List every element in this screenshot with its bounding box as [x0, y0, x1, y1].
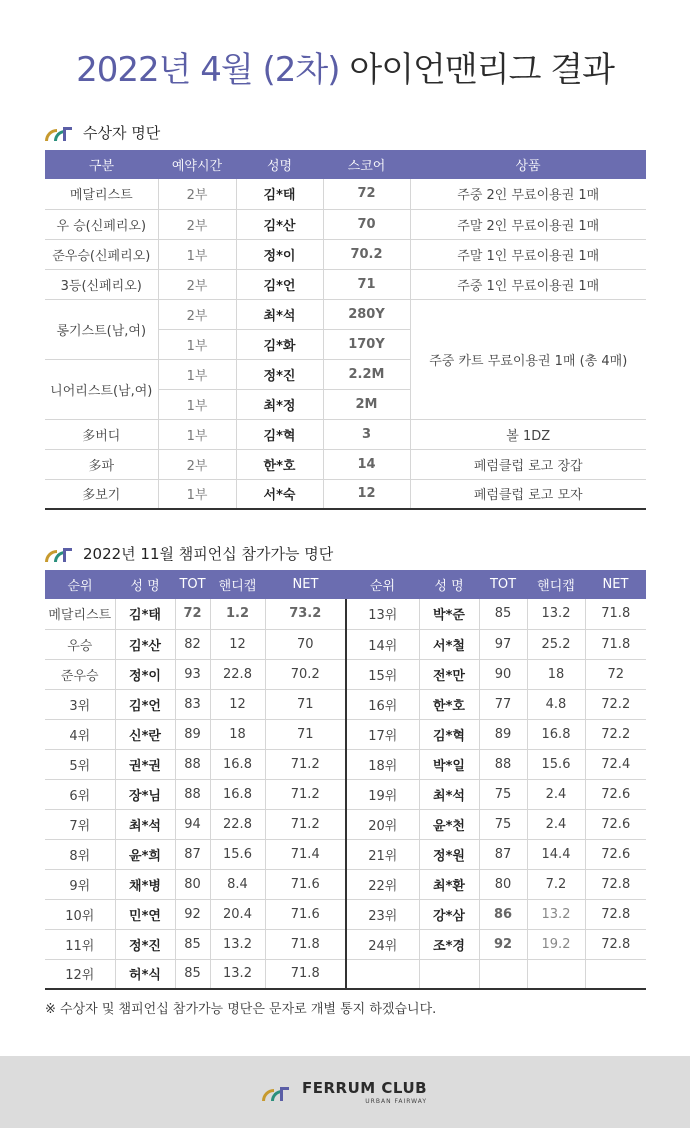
cell-name: 채*병: [115, 869, 175, 899]
cell-name: 서*숙: [236, 479, 323, 509]
cell-handicap: 14.4: [527, 839, 585, 869]
cell-category: 우 승(신페리오): [45, 209, 158, 239]
cell-name: 정*진: [236, 359, 323, 389]
cell-rank: 15위: [346, 659, 419, 689]
cell-tot: 75: [479, 779, 527, 809]
cell-net: 71.6: [265, 899, 346, 929]
cell-name: 최*석: [236, 299, 323, 329]
awards-row: [45, 449, 646, 479]
col-header: 순위: [45, 570, 115, 599]
cell-net: 71.2: [265, 809, 346, 839]
cell-net: 72: [585, 659, 646, 689]
cell-net: 72.4: [585, 749, 646, 779]
cell-prize: 볼 1DZ: [410, 419, 646, 449]
cell-name: 신*란: [115, 719, 175, 749]
col-header: 상품: [410, 150, 646, 179]
cell-tot: 80: [479, 869, 527, 899]
cell-tot: 82: [175, 629, 210, 659]
cell-net: 72.8: [585, 899, 646, 929]
cell-tot: 92: [479, 929, 527, 959]
champ-row: [45, 809, 646, 839]
cell-net: 71.8: [265, 929, 346, 959]
cell-rank: 14위: [346, 629, 419, 659]
cell-handicap: 25.2: [527, 629, 585, 659]
cell-rank: 19위: [346, 779, 419, 809]
champ-heading: [45, 543, 333, 564]
cell-handicap: 8.4: [210, 869, 265, 899]
cell-name: 윤*희: [115, 839, 175, 869]
cell-name: 김*언: [115, 689, 175, 719]
cell-rank: [346, 959, 419, 989]
footnote: ※ 수상자 및 챔피언십 참가가능 명단은 문자로 개별 통지 하겠습니다.: [45, 1002, 437, 1017]
cell-handicap: 13.2: [527, 899, 585, 929]
cell-name: 허*식: [115, 959, 175, 989]
cell-time: 1부: [158, 359, 236, 389]
awards-table: [45, 150, 646, 510]
champ-row: [45, 899, 646, 929]
cell-rank: 3위: [45, 689, 115, 719]
brand-name: FERRUM CLUB: [302, 1079, 428, 1097]
cell-rank: 16위: [346, 689, 419, 719]
cell-rank: 9위: [45, 869, 115, 899]
cell-name: 김*화: [236, 329, 323, 359]
cell-handicap: 22.8: [210, 809, 265, 839]
col-header: 성 명: [115, 570, 175, 599]
cell-net: 71.2: [265, 749, 346, 779]
col-header: 성명: [236, 150, 323, 179]
cell-handicap: 12: [210, 629, 265, 659]
brand-tagline: URBAN FAIRWAY: [365, 1098, 428, 1105]
cell-handicap: 18: [210, 719, 265, 749]
cell-name: 장*님: [115, 779, 175, 809]
cell-prize: 주중 2인 무료이용권 1매: [410, 179, 646, 209]
cell-prize: 페럼클럽 로고 장갑: [410, 449, 646, 479]
cell-rank: 10위: [45, 899, 115, 929]
cell-handicap: 22.8: [210, 659, 265, 689]
cell-rank: 우승: [45, 629, 115, 659]
cell-time: 2부: [158, 179, 236, 209]
cell-tot: 87: [175, 839, 210, 869]
cell-prize: 주말 2인 무료이용권 1매: [410, 209, 646, 239]
cell-prize: 주중 카트 무료이용권 1매 (총 4매): [410, 299, 646, 419]
cell-net: 71.8: [585, 629, 646, 659]
cell-name: 최*석: [419, 779, 479, 809]
cell-name: 강*삼: [419, 899, 479, 929]
cell-handicap: 13.2: [210, 959, 265, 989]
cell-handicap: 16.8: [210, 749, 265, 779]
awards-row: [45, 269, 646, 299]
cell-net: 70.2: [265, 659, 346, 689]
cell-rank: 21위: [346, 839, 419, 869]
awards-row: [45, 179, 646, 209]
footer: [0, 1056, 690, 1128]
cell-net: 72.6: [585, 779, 646, 809]
cell-time: 2부: [158, 449, 236, 479]
cell-time: 1부: [158, 239, 236, 269]
cell-tot: 85: [175, 929, 210, 959]
cell-name: 박*준: [419, 599, 479, 629]
col-header: NET: [585, 570, 646, 599]
cell-net: 72.2: [585, 689, 646, 719]
cell-handicap: 1.2: [210, 599, 265, 629]
cell-name: 조*경: [419, 929, 479, 959]
cell-score: 170Y: [323, 329, 410, 359]
col-header: 예약시간: [158, 150, 236, 179]
cell-handicap: 16.8: [210, 779, 265, 809]
awards-heading-text: 수상자 명단: [83, 124, 161, 142]
cell-score: 72: [323, 179, 410, 209]
cell-name: 김*태: [115, 599, 175, 629]
cell-time: 2부: [158, 269, 236, 299]
cell-name: 한*호: [419, 689, 479, 719]
cell-tot: 90: [479, 659, 527, 689]
awards-row: [45, 239, 646, 269]
cell-name: 최*석: [115, 809, 175, 839]
cell-category: 준우승(신페리오): [45, 239, 158, 269]
cell-handicap: 2.4: [527, 779, 585, 809]
cell-net: 72.2: [585, 719, 646, 749]
cell-time: 2부: [158, 299, 236, 329]
col-header: TOT: [175, 570, 210, 599]
cell-net: 73.2: [265, 599, 346, 629]
cell-category: 메달리스트: [45, 179, 158, 209]
cell-name: 서*철: [419, 629, 479, 659]
champ-heading-text: 2022년 11월 챔피언십 참가가능 명단: [83, 545, 334, 563]
footer-logo: [262, 1081, 427, 1105]
cell-score: 2M: [323, 389, 410, 419]
cell-tot: 87: [479, 839, 527, 869]
cell-time: 1부: [158, 419, 236, 449]
awards-header-row: [45, 150, 646, 179]
cell-tot: 77: [479, 689, 527, 719]
cell-name: 민*연: [115, 899, 175, 929]
cell-tot: 94: [175, 809, 210, 839]
cell-category: 多보기: [45, 479, 158, 509]
ferrum-logo-icon: [45, 546, 75, 562]
cell-name: 김*산: [115, 629, 175, 659]
cell-net: 71.8: [585, 599, 646, 629]
cell-net: 72.8: [585, 929, 646, 959]
page-title: [0, 42, 690, 91]
cell-net: 70: [265, 629, 346, 659]
champ-row: [45, 749, 646, 779]
cell-handicap: 7.2: [527, 869, 585, 899]
cell-score: 14: [323, 449, 410, 479]
championship-table: [45, 570, 646, 990]
cell-rank: 6위: [45, 779, 115, 809]
cell-score: 70: [323, 209, 410, 239]
champ-row: [45, 959, 646, 989]
champ-row: [45, 659, 646, 689]
cell-score: 280Y: [323, 299, 410, 329]
col-header: 구분: [45, 150, 158, 179]
cell-tot: [479, 959, 527, 989]
cell-name: 정*원: [419, 839, 479, 869]
champ-header-row: [45, 570, 646, 599]
cell-category: 롱기스트(남,여): [45, 299, 158, 359]
cell-rank: 준우승: [45, 659, 115, 689]
cell-name: 김*태: [236, 179, 323, 209]
cell-handicap: [527, 959, 585, 989]
awards-row: [45, 299, 646, 329]
cell-tot: 88: [175, 749, 210, 779]
cell-name: [419, 959, 479, 989]
cell-score: 70.2: [323, 239, 410, 269]
cell-tot: 93: [175, 659, 210, 689]
champ-row: [45, 839, 646, 869]
cell-handicap: 19.2: [527, 929, 585, 959]
col-header: 핸디캡: [527, 570, 585, 599]
cell-rank: 11위: [45, 929, 115, 959]
cell-net: 71.2: [265, 779, 346, 809]
cell-tot: 85: [175, 959, 210, 989]
cell-rank: 메달리스트: [45, 599, 115, 629]
cell-rank: 4위: [45, 719, 115, 749]
cell-prize: 페럼클럽 로고 모자: [410, 479, 646, 509]
cell-net: 72.6: [585, 809, 646, 839]
col-header: 성 명: [419, 570, 479, 599]
cell-tot: 89: [479, 719, 527, 749]
cell-tot: 80: [175, 869, 210, 899]
cell-name: 김*산: [236, 209, 323, 239]
cell-name: 최*정: [236, 389, 323, 419]
col-header: NET: [265, 570, 346, 599]
col-header: 스코어: [323, 150, 410, 179]
cell-name: 김*언: [236, 269, 323, 299]
cell-tot: 83: [175, 689, 210, 719]
awards-row: [45, 209, 646, 239]
cell-net: 71.8: [265, 959, 346, 989]
cell-score: 12: [323, 479, 410, 509]
cell-net: 71: [265, 719, 346, 749]
cell-name: 최*환: [419, 869, 479, 899]
champ-row: [45, 929, 646, 959]
champ-row: [45, 869, 646, 899]
brand: [302, 1081, 427, 1105]
champ-row: [45, 689, 646, 719]
cell-name: 정*이: [236, 239, 323, 269]
cell-name: 정*이: [115, 659, 175, 689]
cell-tot: 72: [175, 599, 210, 629]
cell-category: 多파: [45, 449, 158, 479]
cell-name: 김*혁: [419, 719, 479, 749]
cell-handicap: 15.6: [527, 749, 585, 779]
col-header: 핸디캡: [210, 570, 265, 599]
cell-rank: 23위: [346, 899, 419, 929]
cell-handicap: 18: [527, 659, 585, 689]
champ-row: [45, 599, 646, 629]
title-date: 2022년 4월 (2차): [76, 50, 340, 90]
cell-rank: 5위: [45, 749, 115, 779]
ferrum-logo-icon: [262, 1085, 292, 1101]
cell-handicap: 12: [210, 689, 265, 719]
cell-rank: 20위: [346, 809, 419, 839]
cell-handicap: 13.2: [527, 599, 585, 629]
cell-prize: 주말 1인 무료이용권 1매: [410, 239, 646, 269]
cell-time: 1부: [158, 329, 236, 359]
title-main: 아이언맨리그 결과: [349, 50, 614, 90]
cell-time: 1부: [158, 479, 236, 509]
awards-heading: [45, 122, 160, 143]
cell-name: 정*진: [115, 929, 175, 959]
cell-prize: 주중 1인 무료이용권 1매: [410, 269, 646, 299]
ferrum-logo-icon: [45, 125, 75, 141]
awards-row: [45, 479, 646, 509]
champ-row: [45, 719, 646, 749]
cell-net: 71: [265, 689, 346, 719]
col-header: TOT: [479, 570, 527, 599]
cell-rank: 8위: [45, 839, 115, 869]
cell-score: 3: [323, 419, 410, 449]
cell-handicap: 20.4: [210, 899, 265, 929]
cell-net: 71.4: [265, 839, 346, 869]
awards-row: [45, 419, 646, 449]
cell-tot: 89: [175, 719, 210, 749]
cell-tot: 97: [479, 629, 527, 659]
cell-name: 김*혁: [236, 419, 323, 449]
cell-tot: 85: [479, 599, 527, 629]
champ-row: [45, 779, 646, 809]
cell-tot: 88: [175, 779, 210, 809]
cell-score: 2.2M: [323, 359, 410, 389]
cell-rank: 24위: [346, 929, 419, 959]
cell-name: 윤*천: [419, 809, 479, 839]
cell-name: 한*호: [236, 449, 323, 479]
cell-time: 1부: [158, 389, 236, 419]
cell-name: 전*만: [419, 659, 479, 689]
cell-rank: 18위: [346, 749, 419, 779]
cell-name: 권*권: [115, 749, 175, 779]
cell-rank: 7위: [45, 809, 115, 839]
cell-time: 2부: [158, 209, 236, 239]
cell-tot: 86: [479, 899, 527, 929]
cell-category: 多버디: [45, 419, 158, 449]
cell-handicap: 16.8: [527, 719, 585, 749]
cell-rank: 22위: [346, 869, 419, 899]
cell-handicap: 2.4: [527, 809, 585, 839]
cell-net: [585, 959, 646, 989]
cell-category: 3등(신페리오): [45, 269, 158, 299]
cell-handicap: 15.6: [210, 839, 265, 869]
cell-category: 니어리스트(남,여): [45, 359, 158, 419]
cell-score: 71: [323, 269, 410, 299]
col-header: 순위: [346, 570, 419, 599]
cell-tot: 88: [479, 749, 527, 779]
cell-rank: 17위: [346, 719, 419, 749]
cell-net: 72.6: [585, 839, 646, 869]
cell-rank: 12위: [45, 959, 115, 989]
cell-name: 박*일: [419, 749, 479, 779]
cell-net: 71.6: [265, 869, 346, 899]
cell-handicap: 13.2: [210, 929, 265, 959]
champ-row: [45, 629, 646, 659]
cell-tot: 92: [175, 899, 210, 929]
cell-handicap: 4.8: [527, 689, 585, 719]
cell-rank: 13위: [346, 599, 419, 629]
cell-net: 72.8: [585, 869, 646, 899]
cell-tot: 75: [479, 809, 527, 839]
